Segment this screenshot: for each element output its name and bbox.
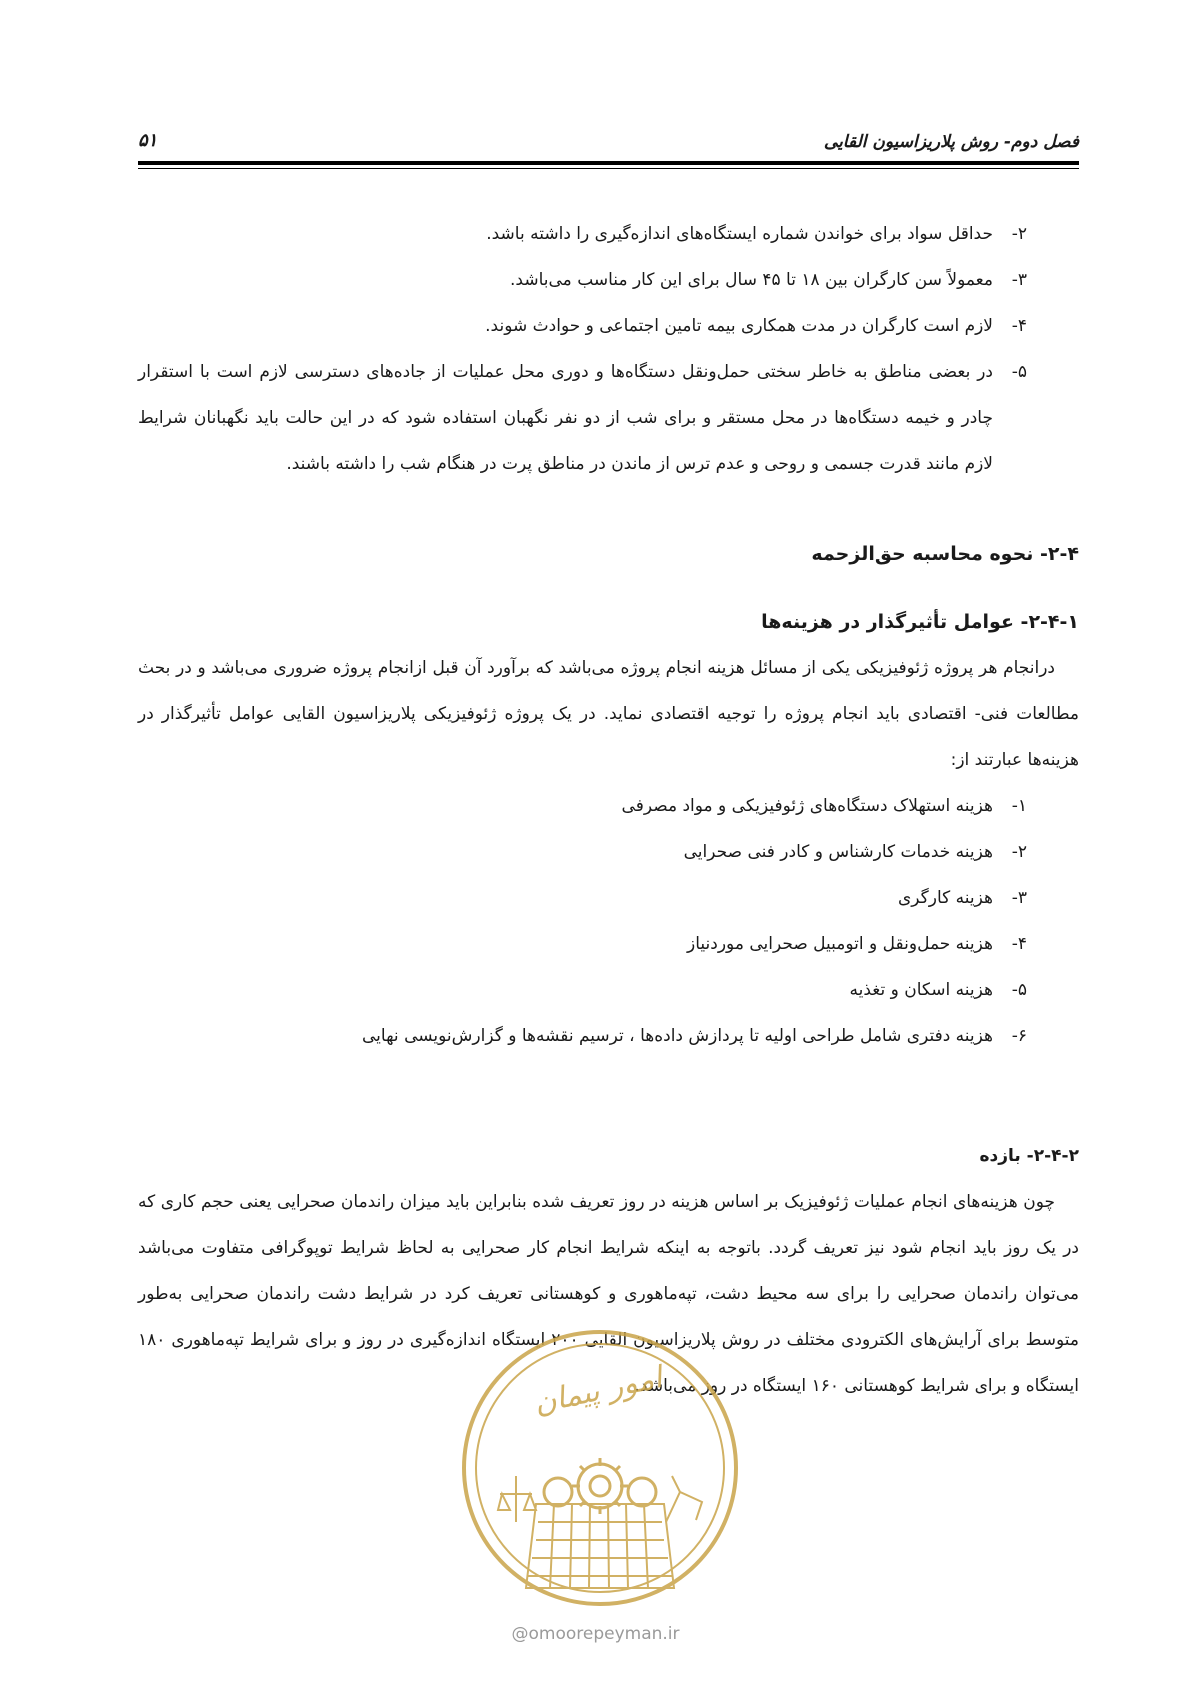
list-item: [138, 1013, 1027, 1059]
publisher-stamp-watermark: [458, 1326, 742, 1610]
efficiency-paragraph: چون هزینه‌های انجام عملیات ژئوفیزیک بر اساس هزینه در روز تعریف شده بنابراین باید میزان راندمان صحرایی یعنی حجم کاری که در یک روز باید انجام شود نیز تعریف گردد. باتوجه به اینکه شرایط انجام کار صحرایی به لحاظ شرایط توپوگرافی متفاوت می‌باشد می‌توان راندمان صحرایی را برای سه محیط دشت، تپه‌ماهوری و کوهستانی تعریف کرد در شرایط دشت راندمان صحرایی به‌طور متوسط برای آرایش‌های الکترودی مختلف در روش پلاریزاسیون القایی ۲۰۰ ایستگاه اندازه‌گیری در روز و برای شرایط تپه‌ماهوری ۱۸۰ ایستگاه و برای شرایط کوهستانی ۱۶۰ ایستگاه در روز می‌باشد.: [138, 1192, 1079, 1396]
list-item-number: ۲-: [1011, 842, 1027, 862]
list-item-number: ۴-: [1011, 316, 1027, 336]
list-item-number: ۵-: [1011, 362, 1027, 382]
list-item: [138, 211, 1027, 257]
requirements-list: [138, 211, 1079, 487]
header-rule-thin: [138, 168, 1079, 169]
cost-factors-paragraph: درانجام هر پروژه ژئوفیزیکی یکی از مسائل هزینه انجام پروژه می‌باشد که برآورد آن قبل ازانجام پروژه ضروری می‌باشد و در بحث مطالعات فنی- اقتصادی باید انجام پروژه را توجیه اقتصادی نماید. در یک پروژه ژئوفیزیکی پلاریزاسیون القایی عوامل تأثیرگذار در هزینه‌ها عبارتند از:: [138, 658, 1079, 770]
scales-icon: [498, 1476, 536, 1522]
excavator-icon: [666, 1476, 702, 1522]
stamp-text: امور پیمان: [530, 1360, 666, 1422]
list-item-number: ۵-: [1011, 980, 1027, 1000]
list-item: [138, 967, 1027, 1013]
list-item: [138, 783, 1027, 829]
list-item: [138, 921, 1027, 967]
section-heading-2-4-1: ۲-۴-۱- عوامل تأثیرگذار در هزینه‌ها: [761, 611, 1079, 633]
list-item: [138, 257, 1027, 303]
grid-icon: [526, 1504, 674, 1588]
list-item-text: هزینه اسکان و تغذیه: [849, 980, 993, 1000]
list-item-number: ۱-: [1011, 796, 1027, 816]
list-item: [138, 303, 1027, 349]
list-item-text: هزینه خدمات کارشناس و کادر فنی صحرایی: [683, 842, 993, 862]
list-item-number: ۶-: [1011, 1026, 1027, 1046]
list-item-text: معمولاً سن کارگران بین ۱۸ تا ۴۵ سال برای این کار مناسب می‌باشد.: [510, 270, 993, 290]
cost-factors-list: [138, 783, 1079, 1059]
list-item-text: هزینه دفتری شامل طراحی اولیه تا پردازش داده‌ها ، ترسیم نقشه‌ها و گزارش‌نویسی نهایی: [362, 1026, 993, 1046]
list-item-number: ۳-: [1011, 270, 1027, 290]
list-item-text: در بعضی مناطق به خاطر سختی حمل‌ونقل دستگاه‌ها و دوری محل عملیات از جاده‌های دسترسی لازم است با استقرار چادر و خیمه دستگاه‌ها در محل مستقر و برای شب از دو نفر نگهبان استفاده شود که در این حالت باید نگهبانان شرایط لازم مانند قدرت جسمی و روحی و عدم ترس از ماندن در مناطق پرت در هنگام شب را داشته باشند.: [138, 362, 993, 474]
list-item-text: لازم است کارگران در مدت همکاری بیمه تامین اجتماعی و حوادث شوند.: [485, 316, 993, 336]
page-content: [138, 211, 1079, 1409]
list-item-number: ۲-: [1011, 224, 1027, 244]
list-item-text: هزینه استهلاک دستگاه‌های ژئوفیزیکی و مواد مصرفی: [621, 796, 993, 816]
watermark-url: @omoorepeyman.ir: [511, 1624, 680, 1644]
list-item-number: ۳-: [1011, 888, 1027, 908]
section-heading-2-4-2: ۲-۴-۲- بازده: [979, 1146, 1079, 1166]
gear-icon: [572, 1458, 628, 1514]
list-item: [138, 875, 1027, 921]
list-item-text: هزینه کارگری: [898, 888, 993, 908]
list-item: [138, 829, 1027, 875]
list-item-text: هزینه حمل‌ونقل و اتومبیل صحرایی موردنیاز: [687, 934, 993, 954]
list-item-number: ۴-: [1011, 934, 1027, 954]
header-rule-thick: [138, 161, 1079, 165]
page-number: ۵۱: [138, 130, 158, 151]
page-header: [138, 128, 1079, 162]
section-heading-2-4: ۲-۴- نحوه محاسبه حق‌الزحمه: [811, 543, 1079, 565]
chapter-title: فصل دوم- روش پلاریزاسیون القایی: [823, 132, 1079, 152]
gear-icon: [544, 1478, 656, 1506]
list-item: [138, 349, 1027, 487]
list-item-text: حداقل سواد برای خواندن شماره ایستگاه‌های اندازه‌گیری را داشته باشد.: [486, 224, 993, 244]
